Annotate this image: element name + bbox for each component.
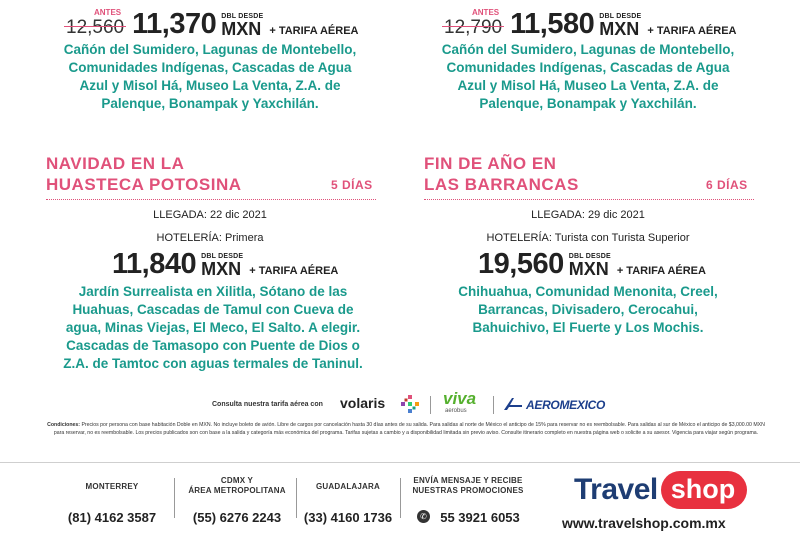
office-city: MONTERREY — [85, 482, 139, 491]
description-navidad: Jardín Surrealista en Xilitla, Sótano de las Huahuas, Cascadas de Tamul con Cueva de agua, Minas Viejas, El Meco, El Salto. A elegir. Cascadas de Tamasopo con Puente de Dios o Z.A. de Tamtoc con aguas termales de Taninul. — [63, 284, 363, 371]
llegada-navidad: LLEGADA: 22 dic 2021 — [153, 209, 267, 221]
viva-logo: viva — [443, 389, 477, 408]
description-top-right: Cañón del Sumidero, Lagunas de Montebello, Comunidades Indígenas, Cascadas de Agua Azul y Misol Há, Museo La Venta, Z.A. de Palenque, Bonampak y Yaxchilán. — [441, 42, 735, 111]
whatsapp-icon: ✆ — [417, 510, 430, 523]
dbl-desde-label: DBL DESDE — [568, 253, 611, 260]
antes-label: ANTES — [472, 8, 500, 17]
divider — [400, 478, 401, 518]
divider — [424, 199, 754, 200]
description-top-left: Cañón del Sumidero, Lagunas de Montebello, Comunidades Indígenas, Cascadas de Agua Azul y Misol Há, Museo La Venta, Z.A. de Palenque, Bonampak y Yaxchilán. — [63, 42, 357, 111]
currency-label: MXN — [221, 19, 262, 39]
office-city-line2: ÁREA METROPOLITANA — [188, 486, 286, 495]
price-value: 11,580 — [510, 8, 595, 40]
divider — [46, 199, 376, 200]
divider — [174, 478, 175, 518]
website-link[interactable]: www.travelshop.com.mx — [562, 515, 726, 531]
title-navidad: NAVIDAD EN LA HUASTECA POTOSINA — [46, 154, 242, 194]
price-block-top-right — [444, 10, 737, 38]
hoteleria-fin-anio: HOTELERÍA: Turista con Turista Superior — [486, 232, 690, 244]
consulta-tarifa-text: Consulta nuestra tarifa aérea con — [212, 401, 323, 408]
dbl-desde-label: DBL DESDE — [221, 13, 264, 20]
old-price-value: 12,560 — [66, 17, 125, 38]
office-phone[interactable]: (55) 6276 2243 — [192, 510, 282, 525]
volaris-cross-icon — [400, 394, 420, 414]
office-city: ENVÍA MENSAJE Y RECIBE — [413, 476, 523, 485]
office-city-line2: NUESTRAS PROMOCIONES — [412, 486, 524, 495]
office-city: GUADALAJARA — [316, 482, 380, 491]
office-phone[interactable]: (81) 4162 3587 — [67, 510, 157, 525]
divider — [430, 396, 431, 414]
office-guadalajara — [298, 482, 398, 525]
price-value: 19,560 — [478, 248, 564, 280]
llegada-fin-anio: LLEGADA: 29 dic 2021 — [531, 209, 645, 221]
conditions-text: Condiciones: Precios por persona con base habitación Doble en MXN. No incluye boleto de avión. Libre de cargos por cancelación hasta 30 días antes de su salida. Para salidas al norte de México el anticipo de 15% para reservar no es reembolsable. Para salidas al sur de México el anticipo de $3,000.00 MXN para reservar, no es reembolsable. Los precios publicados son con base a la salida y categoría más económica del programa. Tarifas sujetas a cambio y a disponibilidad limitada sin previo aviso. Consulte itinerario completo en nuestra página web o solicite a su asesor. Vigencia para viajar según programa. — [47, 422, 765, 436]
currency-label: MXN — [568, 259, 609, 279]
days-fin-anio: 6 DÍAS — [706, 178, 748, 192]
dbl-desde-label: DBL DESDE — [201, 253, 244, 260]
footer-divider — [0, 462, 800, 463]
brand-travel: Travel — [574, 473, 658, 506]
currency-label: MXN — [201, 259, 242, 279]
office-city: CDMX Y — [220, 476, 254, 485]
description-fin-anio: Chihuahua, Comunidad Menonita, Creel, Barrancas, Divisadero, Cerocahui, Bahuichivo, El Fuerte y Los Mochis. — [458, 284, 718, 335]
old-price — [66, 8, 125, 38]
old-price-value: 12,790 — [444, 17, 503, 38]
office-phone[interactable]: (33) 4160 1736 — [303, 510, 393, 525]
tarifa-aerea-label: + TARIFA AÉREA — [647, 25, 737, 37]
volaris-logo: volaris — [340, 395, 386, 411]
hoteleria-navidad: HOTELERÍA: Primera — [156, 232, 264, 244]
office-whatsapp — [404, 476, 532, 525]
tarifa-aerea-label: + TARIFA AÉREA — [616, 265, 706, 277]
old-price — [444, 8, 503, 38]
price-block-fin-anio — [478, 250, 706, 278]
divider — [296, 478, 297, 518]
aerobus-label: aerobus — [445, 408, 467, 414]
price-block-navidad — [112, 250, 338, 278]
price-block-top-left — [66, 10, 359, 38]
tarifa-aerea-label: + TARIFA AÉREA — [249, 265, 339, 277]
dbl-desde-label: DBL DESDE — [599, 13, 642, 20]
currency-label: MXN — [599, 19, 640, 39]
price-value: 11,840 — [112, 248, 197, 280]
divider — [493, 396, 494, 414]
brand-shop: shop — [661, 471, 748, 509]
office-cdmx — [176, 476, 298, 525]
antes-label: ANTES — [94, 8, 122, 17]
travelshop-logo — [574, 470, 747, 510]
days-navidad: 5 DÍAS — [331, 178, 373, 192]
title-fin-anio: FIN DE AÑO EN LAS BARRANCAS — [424, 154, 579, 194]
tarifa-aerea-label: + TARIFA AÉREA — [269, 25, 359, 37]
aeromexico-logo: AEROMEXICO — [526, 398, 606, 412]
price-value: 11,370 — [132, 8, 217, 40]
office-phone[interactable]: 55 3921 6053 — [440, 510, 520, 525]
office-monterrey — [52, 482, 172, 525]
aeromexico-icon — [502, 396, 524, 412]
